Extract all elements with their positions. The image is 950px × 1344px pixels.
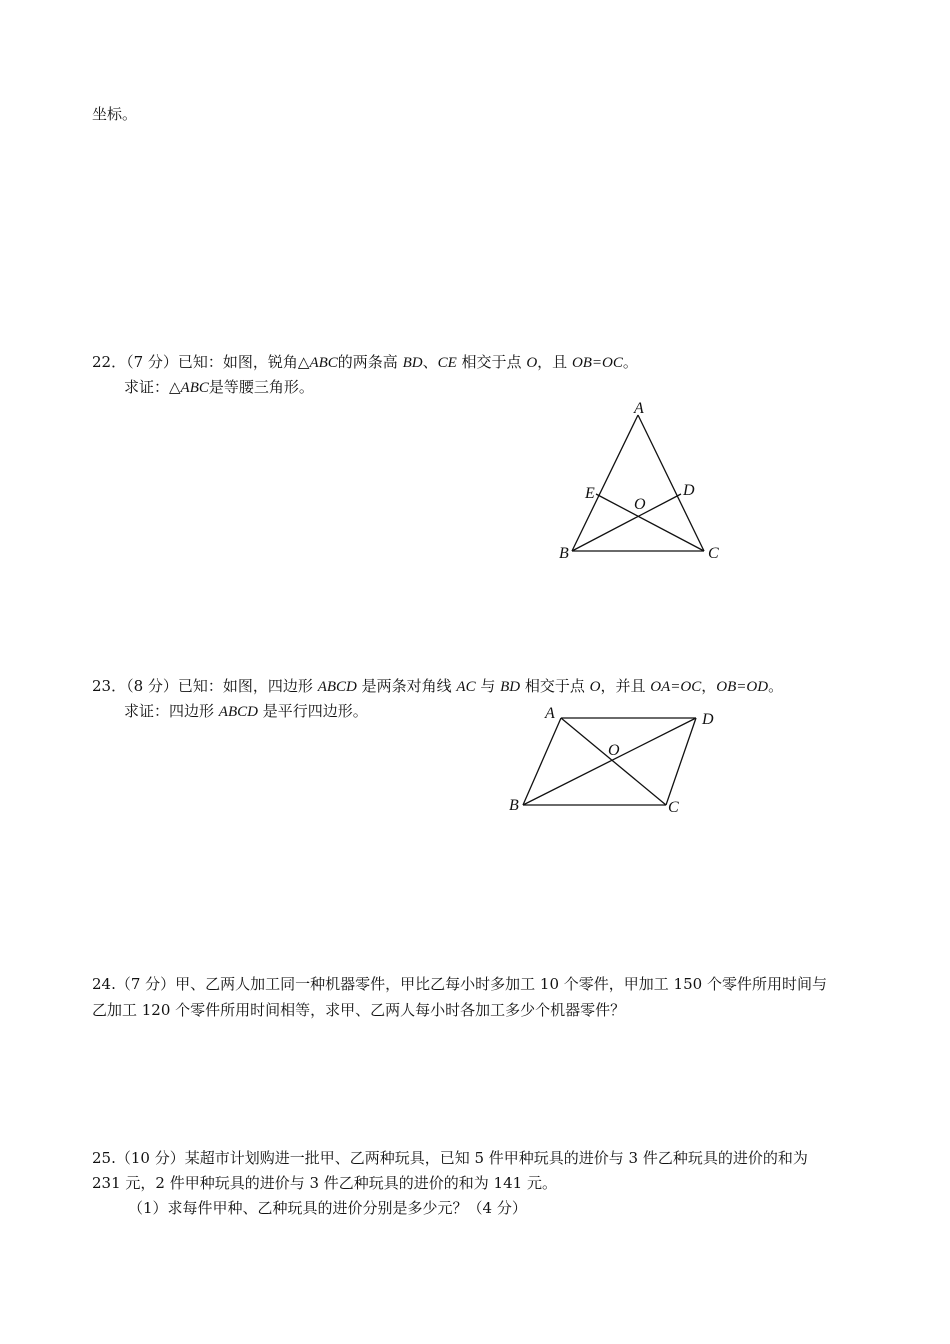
q22-condition: OB=OC: [571, 355, 623, 371]
q23-condition-2: OB=OD: [716, 679, 769, 695]
q25-sub-question-1: [128, 1198, 527, 1218]
q23-text: 已知：如图，四边形: [177, 677, 318, 695]
q22-number: 22．: [92, 353, 127, 371]
q22-text: 相交于点: [456, 353, 527, 371]
q24-line-2: [92, 1000, 625, 1020]
q25-line-2: [92, 1173, 557, 1193]
q22-label-a: A: [634, 400, 644, 417]
q23-text: ，并且: [600, 677, 651, 695]
q23-prove-prefix: 求证：四边形: [124, 702, 219, 720]
q22-point-o: O: [526, 355, 538, 371]
q23-diagonal-ac-line: [561, 718, 666, 805]
q22-prove-triangle: ABC: [180, 380, 209, 396]
q22-triangle-figure: [550, 395, 730, 570]
q22-altitude-bd: BD: [402, 355, 423, 371]
q23-label-b: B: [509, 797, 519, 814]
q24-text-2: 乙加工 120 个零件所用时间相等，求甲、乙两人每小时各加工多少个机器零件？: [92, 1001, 626, 1019]
q23-parallelogram-figure: [500, 700, 730, 825]
q22-line-1: [92, 352, 638, 373]
q23-text: ，: [701, 677, 717, 695]
q25-text-1: 25.（10 分）某超市计划购进一批甲、乙两种玩具，已知 5 件甲种玩具的进价与 3 件乙种玩具的进价的和为: [92, 1149, 808, 1167]
continued-text-content: 坐标。: [92, 105, 138, 123]
q22-text: 的两条高: [337, 353, 403, 371]
q22-text: 已知：如图，锐角△: [177, 353, 310, 371]
q23-label-o: O: [608, 742, 620, 759]
q24-text-1: 24.（7 分）甲、乙两人加工同一种机器零件，甲比乙每小时多加工 10 个零件，甲加工 150 个零件所用时间与: [92, 975, 827, 993]
q23-quad-name: ABCD: [317, 679, 357, 695]
q23-score: （8 分）: [126, 677, 178, 695]
q23-point-o: O: [589, 679, 601, 695]
q22-altitude-bd-line: [572, 494, 681, 551]
q22-altitude-ce-line: [596, 494, 704, 551]
q22-label-d: D: [683, 482, 695, 499]
q25-sub1-text: （1）求每件甲种、乙种玩具的进价分别是多少元？（4 分）: [128, 1199, 527, 1217]
q25-line-1: [92, 1148, 808, 1168]
q23-side-ab: [523, 718, 561, 805]
q23-label-c: C: [668, 799, 679, 816]
q23-diagonal-bd: BD: [500, 679, 521, 695]
q23-label-a: A: [545, 705, 555, 722]
q22-side-ab: [572, 415, 638, 551]
q23-condition-1: OA=OC: [650, 679, 702, 695]
q22-line-2: [124, 377, 314, 398]
q25-text-2: 231 元，2 件甲种玩具的进价与 3 件乙种玩具的进价的和为 141 元。: [92, 1174, 557, 1192]
q22-label-e: E: [585, 485, 595, 502]
q22-prove-end: 是等腰三角形。: [208, 378, 314, 396]
q22-altitude-ce: CE: [437, 355, 457, 371]
q23-label-d: D: [702, 711, 714, 728]
continued-text: [92, 104, 137, 124]
q23-prove-quad: ABCD: [218, 704, 258, 720]
q23-text: 与: [475, 677, 501, 695]
q22-prove-prefix: 求证：△: [124, 378, 181, 396]
q23-line-1: [92, 676, 783, 697]
q22-text: 。: [622, 353, 638, 371]
q23-prove-end: 是平行四边形。: [257, 702, 368, 720]
q22-triangle-name: ABC: [309, 355, 338, 371]
q23-text: 相交于点: [520, 677, 590, 695]
q24-line-1: [92, 974, 827, 994]
q22-score: （7 分）: [126, 353, 178, 371]
q23-line-2: [124, 701, 368, 722]
q23-diagonal-ac: AC: [456, 679, 476, 695]
q22-text: 、: [422, 353, 438, 371]
q23-text: 。: [768, 677, 784, 695]
q22-text: ，且: [537, 353, 572, 371]
q22-label-o: O: [634, 496, 646, 513]
q22-label-b: B: [559, 545, 569, 562]
q23-text: 是两条对角线: [356, 677, 457, 695]
q23-number: 23．: [92, 677, 127, 695]
q22-label-c: C: [708, 545, 719, 562]
